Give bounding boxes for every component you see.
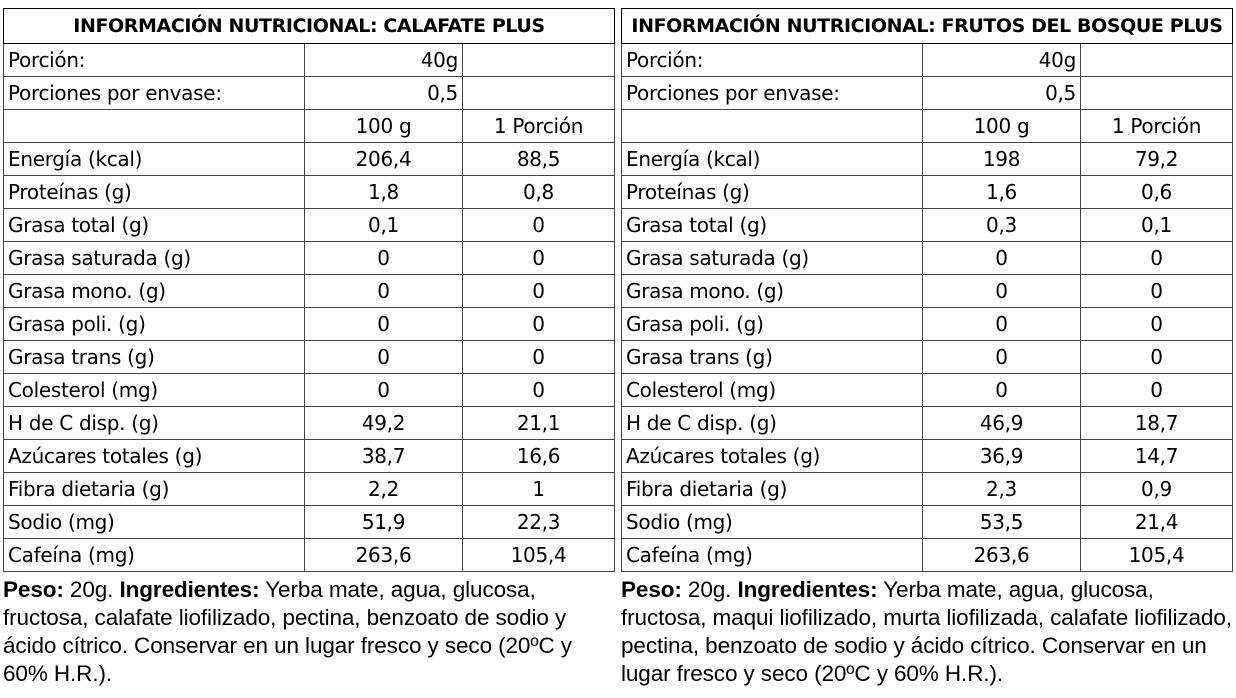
value-per-portion: 18,7 (1081, 407, 1233, 440)
table-row (622, 539, 1233, 572)
table-title: INFORMACIÓN NUTRICIONAL: FRUTOS DEL BOSQUE PLUS (622, 9, 1233, 44)
portion-row (622, 44, 1233, 77)
value-per-portion: 0 (1081, 341, 1233, 374)
table-row (622, 407, 1233, 440)
value-per-100g: 0 (305, 275, 463, 308)
servings-row (622, 77, 1233, 110)
nutrient-label: Energía (kcal) (622, 143, 923, 176)
table-row (4, 242, 615, 275)
portion-label: Porción: (4, 44, 305, 77)
value-per-portion: 1 (463, 473, 615, 506)
nutrient-label: Fibra dietaria (g) (622, 473, 923, 506)
nutrient-label: Grasa mono. (g) (622, 275, 923, 308)
value-per-100g: 51,9 (305, 506, 463, 539)
servings-value: 0,5 (305, 77, 463, 110)
table-row (4, 473, 615, 506)
table-row (4, 209, 615, 242)
product-footer-text (621, 576, 1232, 688)
ingredients-label: Ingredientes: (119, 577, 260, 602)
value-per-100g: 36,9 (923, 440, 1081, 473)
ingredients-label: Ingredientes: (737, 577, 878, 602)
value-per-portion: 0 (1081, 308, 1233, 341)
value-per-portion: 0 (463, 242, 615, 275)
portion-value: 40g (923, 44, 1081, 77)
value-per-portion: 0 (1081, 374, 1233, 407)
value-per-portion: 0,9 (1081, 473, 1233, 506)
value-per-100g: 263,6 (923, 539, 1081, 572)
nutrition-panel-calafate (3, 8, 614, 688)
value-per-portion: 88,5 (463, 143, 615, 176)
servings-label: Porciones por envase: (4, 77, 305, 110)
nutrient-label: H de C disp. (g) (622, 407, 923, 440)
nutrition-table (621, 8, 1233, 572)
value-per-100g: 0,1 (305, 209, 463, 242)
column-header-portion: 1 Porción (463, 110, 615, 143)
nutrient-label: Grasa trans (g) (4, 341, 305, 374)
nutrient-label: Azúcares totales (g) (4, 440, 305, 473)
table-row (622, 440, 1233, 473)
table-row (622, 374, 1233, 407)
nutrient-label: Fibra dietaria (g) (4, 473, 305, 506)
table-row (4, 506, 615, 539)
table-row (4, 539, 615, 572)
nutrient-label: H de C disp. (g) (4, 407, 305, 440)
column-header-portion: 1 Porción (1081, 110, 1233, 143)
nutrient-label: Sodio (mg) (4, 506, 305, 539)
table-row (622, 275, 1233, 308)
value-per-portion: 79,2 (1081, 143, 1233, 176)
value-per-100g: 206,4 (305, 143, 463, 176)
column-header-100g: 100 g (923, 110, 1081, 143)
weight-value: 20g. (63, 577, 120, 602)
value-per-portion: 0,8 (463, 176, 615, 209)
weight-label: Peso: (3, 577, 64, 602)
table-row (622, 506, 1233, 539)
value-per-100g: 0 (305, 341, 463, 374)
nutrition-table (3, 8, 615, 572)
nutrient-label: Grasa mono. (g) (4, 275, 305, 308)
value-per-100g: 38,7 (305, 440, 463, 473)
value-per-100g: 0 (923, 374, 1081, 407)
table-row (622, 341, 1233, 374)
value-per-portion: 21,1 (463, 407, 615, 440)
portion-row (4, 44, 615, 77)
nutrient-label: Grasa saturada (g) (4, 242, 305, 275)
value-per-portion: 14,7 (1081, 440, 1233, 473)
value-per-100g: 2,3 (923, 473, 1081, 506)
nutrient-label: Grasa total (g) (4, 209, 305, 242)
value-per-portion: 21,4 (1081, 506, 1233, 539)
portion-value: 40g (305, 44, 463, 77)
value-per-100g: 0,3 (923, 209, 1081, 242)
value-per-100g: 46,9 (923, 407, 1081, 440)
table-row (622, 242, 1233, 275)
nutrient-label: Cafeína (mg) (622, 539, 923, 572)
nutrient-label: Energía (kcal) (4, 143, 305, 176)
table-row (4, 341, 615, 374)
value-per-100g: 0 (305, 374, 463, 407)
value-per-100g: 0 (305, 242, 463, 275)
nutrient-label: Grasa poli. (g) (622, 308, 923, 341)
nutrient-label: Grasa trans (g) (622, 341, 923, 374)
nutrient-label: Grasa total (g) (622, 209, 923, 242)
value-per-portion: 16,6 (463, 440, 615, 473)
column-header-row (4, 110, 615, 143)
servings-value: 0,5 (923, 77, 1081, 110)
table-row (622, 176, 1233, 209)
value-per-portion: 0 (1081, 275, 1233, 308)
value-per-100g: 0 (923, 275, 1081, 308)
product-footer-text (3, 576, 614, 688)
value-per-100g: 0 (923, 341, 1081, 374)
value-per-portion: 0 (1081, 242, 1233, 275)
value-per-portion: 0 (463, 275, 615, 308)
nutrient-label: Colesterol (mg) (4, 374, 305, 407)
value-per-portion: 0 (463, 341, 615, 374)
table-row (4, 143, 615, 176)
value-per-portion: 105,4 (1081, 539, 1233, 572)
table-row (4, 308, 615, 341)
column-header-100g: 100 g (305, 110, 463, 143)
table-row (622, 209, 1233, 242)
value-per-portion: 0,6 (1081, 176, 1233, 209)
nutrient-label: Proteínas (g) (4, 176, 305, 209)
nutrient-label: Sodio (mg) (622, 506, 923, 539)
weight-value: 20g. (681, 577, 738, 602)
nutrient-label: Cafeína (mg) (4, 539, 305, 572)
value-per-100g: 53,5 (923, 506, 1081, 539)
portion-label: Porción: (622, 44, 923, 77)
value-per-portion: 0 (463, 308, 615, 341)
value-per-100g: 2,2 (305, 473, 463, 506)
table-row (622, 473, 1233, 506)
ingredients-text: Yerba mate, agua, glucosa, fructosa, maqui liofilizado, murta liofilizada, calafate liofilizado, pectina, benzoato de sodio y ácido cítrico. Conservar en un lugar fresco y seco (20ºC y 60% H.R.). (621, 577, 1232, 686)
table-row (622, 308, 1233, 341)
value-per-portion: 0 (463, 374, 615, 407)
value-per-100g: 0 (305, 308, 463, 341)
value-per-portion: 105,4 (463, 539, 615, 572)
nutrient-label: Proteínas (g) (622, 176, 923, 209)
table-row (4, 176, 615, 209)
table-row (622, 143, 1233, 176)
table-row (4, 275, 615, 308)
table-title: INFORMACIÓN NUTRICIONAL: CALAFATE PLUS (4, 9, 615, 44)
value-per-portion: 0 (463, 209, 615, 242)
nutrient-label: Grasa saturada (g) (622, 242, 923, 275)
column-header-row (622, 110, 1233, 143)
table-row (4, 440, 615, 473)
value-per-portion: 0,1 (1081, 209, 1233, 242)
nutrient-label: Grasa poli. (g) (4, 308, 305, 341)
value-per-100g: 198 (923, 143, 1081, 176)
servings-label: Porciones por envase: (622, 77, 923, 110)
value-per-100g: 49,2 (305, 407, 463, 440)
value-per-100g: 263,6 (305, 539, 463, 572)
nutrient-label: Colesterol (mg) (622, 374, 923, 407)
value-per-100g: 1,6 (923, 176, 1081, 209)
servings-row (4, 77, 615, 110)
ingredients-text: Yerba mate, agua, glucosa, fructosa, calafate liofilizado, pectina, benzoato de sodio y ácido cítrico. Conservar en un lugar fresco y seco (20ºC y 60% H.R.). (3, 577, 572, 686)
value-per-100g: 0 (923, 242, 1081, 275)
weight-label: Peso: (621, 577, 682, 602)
table-row (4, 407, 615, 440)
value-per-portion: 22,3 (463, 506, 615, 539)
nutrition-panel-frutos-del-bosque (621, 8, 1232, 688)
value-per-100g: 0 (923, 308, 1081, 341)
nutrient-label: Azúcares totales (g) (622, 440, 923, 473)
table-row (4, 374, 615, 407)
value-per-100g: 1,8 (305, 176, 463, 209)
